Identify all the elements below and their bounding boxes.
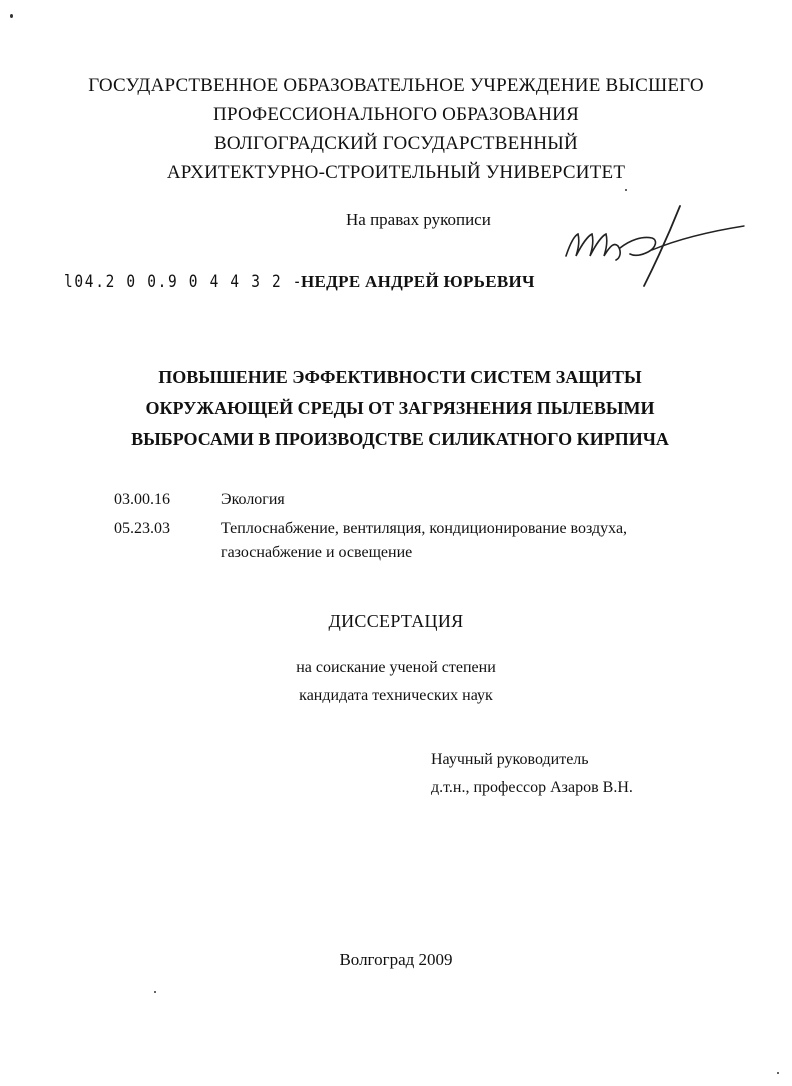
specialty-name: Теплоснабжение, вентиляция, кондиционирование воздуха, [221, 520, 628, 537]
scan-speck [154, 991, 156, 993]
title-line-2: ОКРУЖАЮЩЕЙ СРЕДЫ ОТ ЗАГРЯЗНЕНИЯ ПЫЛЕВЫМИ [145, 398, 655, 418]
institution-header [0, 71, 792, 187]
advisor-block [431, 746, 633, 802]
catalog-number: l04.2 0 0.9 0 4 4 3 2 - [64, 272, 304, 292]
signature-icon [556, 196, 748, 291]
specialty-name: Экология [221, 491, 285, 508]
institution-line-2: ПРОФЕССИОНАЛЬНОГО ОБРАЗОВАНИЯ [213, 104, 579, 125]
institution-line-1: ГОСУДАРСТВЕННОЕ ОБРАЗОВАТЕЛЬНОЕ УЧРЕЖДЕНИЕ ВЫСШЕГО [88, 75, 704, 96]
dissertation-title [100, 362, 700, 455]
title-line-3: ВЫБРОСАМИ В ПРОИЗВОДСТВЕ СИЛИКАТНОГО КИРПИЧА [131, 429, 669, 449]
institution-line-4: АРХИТЕКТУРНО-СТРОИТЕЛЬНЫЙ УНИВЕРСИТЕТ [166, 162, 626, 183]
advisor-label: Научный руководитель [431, 751, 589, 768]
specialty-row [114, 517, 736, 567]
degree-line-2: кандидата технических наук [299, 687, 493, 704]
specialty-code: 03.00.16 [114, 491, 170, 508]
scan-speck [10, 14, 13, 18]
institution-line-3: ВОЛГОГРАДСКИЙ ГОСУДАРСТВЕННЫЙ [214, 133, 578, 154]
specialty-code: 05.23.03 [114, 520, 170, 537]
degree-line-1: на соискание ученой степени [296, 659, 496, 676]
degree-block [0, 654, 792, 710]
advisor-name: д.т.н., профессор Азаров В.Н. [431, 779, 633, 796]
city-year: Волгоград 2009 [339, 950, 453, 969]
author-name: НЕДРЕ АНДРЕЙ ЮРЬЕВИЧ [301, 272, 535, 291]
title-line-1: ПОВЫШЕНИЕ ЭФФЕКТИВНОСТИ СИСТЕМ ЗАЩИТЫ [158, 367, 642, 387]
scan-speck [625, 189, 627, 191]
specialty-name-continued: газоснабжение и освещение [221, 544, 413, 561]
document-type: ДИССЕРТАЦИЯ [328, 611, 464, 631]
scan-speck [777, 1072, 779, 1074]
manuscript-note: На правах рукописи [346, 210, 491, 229]
